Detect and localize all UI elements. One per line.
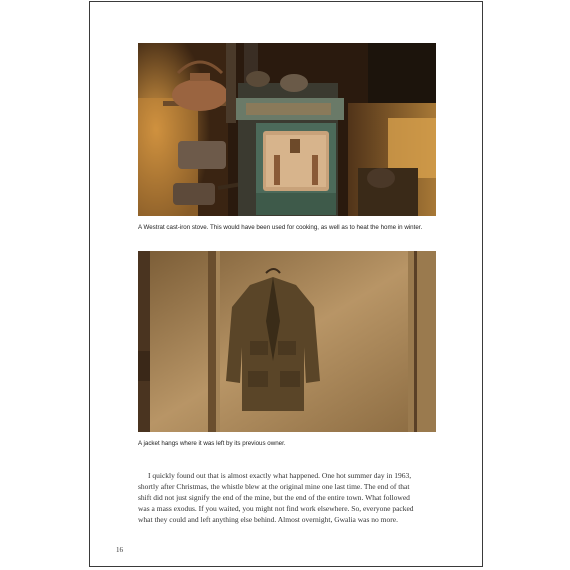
jacket-caption: A jacket hangs where it was left by its previous owner. (138, 440, 286, 447)
stove-photo (138, 43, 436, 216)
page-number: 16 (116, 546, 123, 554)
body-paragraph (138, 470, 440, 525)
body-line: I quickly found out that is almost exactly what happened. One hot summer day in 1963, (148, 471, 412, 480)
body-line: shortly after Christmas, the whistle blew at the original mine one last time. The end of that (138, 482, 410, 491)
body-line: shift did not just signify the end of the mine, but the end of the entire town. What followed (138, 493, 410, 502)
stove-caption: A Westrat cast-iron stove. This would have been used for cooking, as well as to heat the home in winter. (138, 224, 423, 231)
body-line: was a mass exodus. If you waited, you might not find work elsewhere. So, everyone packed (138, 504, 414, 513)
jacket-photo (138, 251, 436, 432)
book-page (89, 1, 483, 567)
body-line: what they could and left anything else behind. Almost overnight, Gwalia was no more. (138, 515, 398, 524)
